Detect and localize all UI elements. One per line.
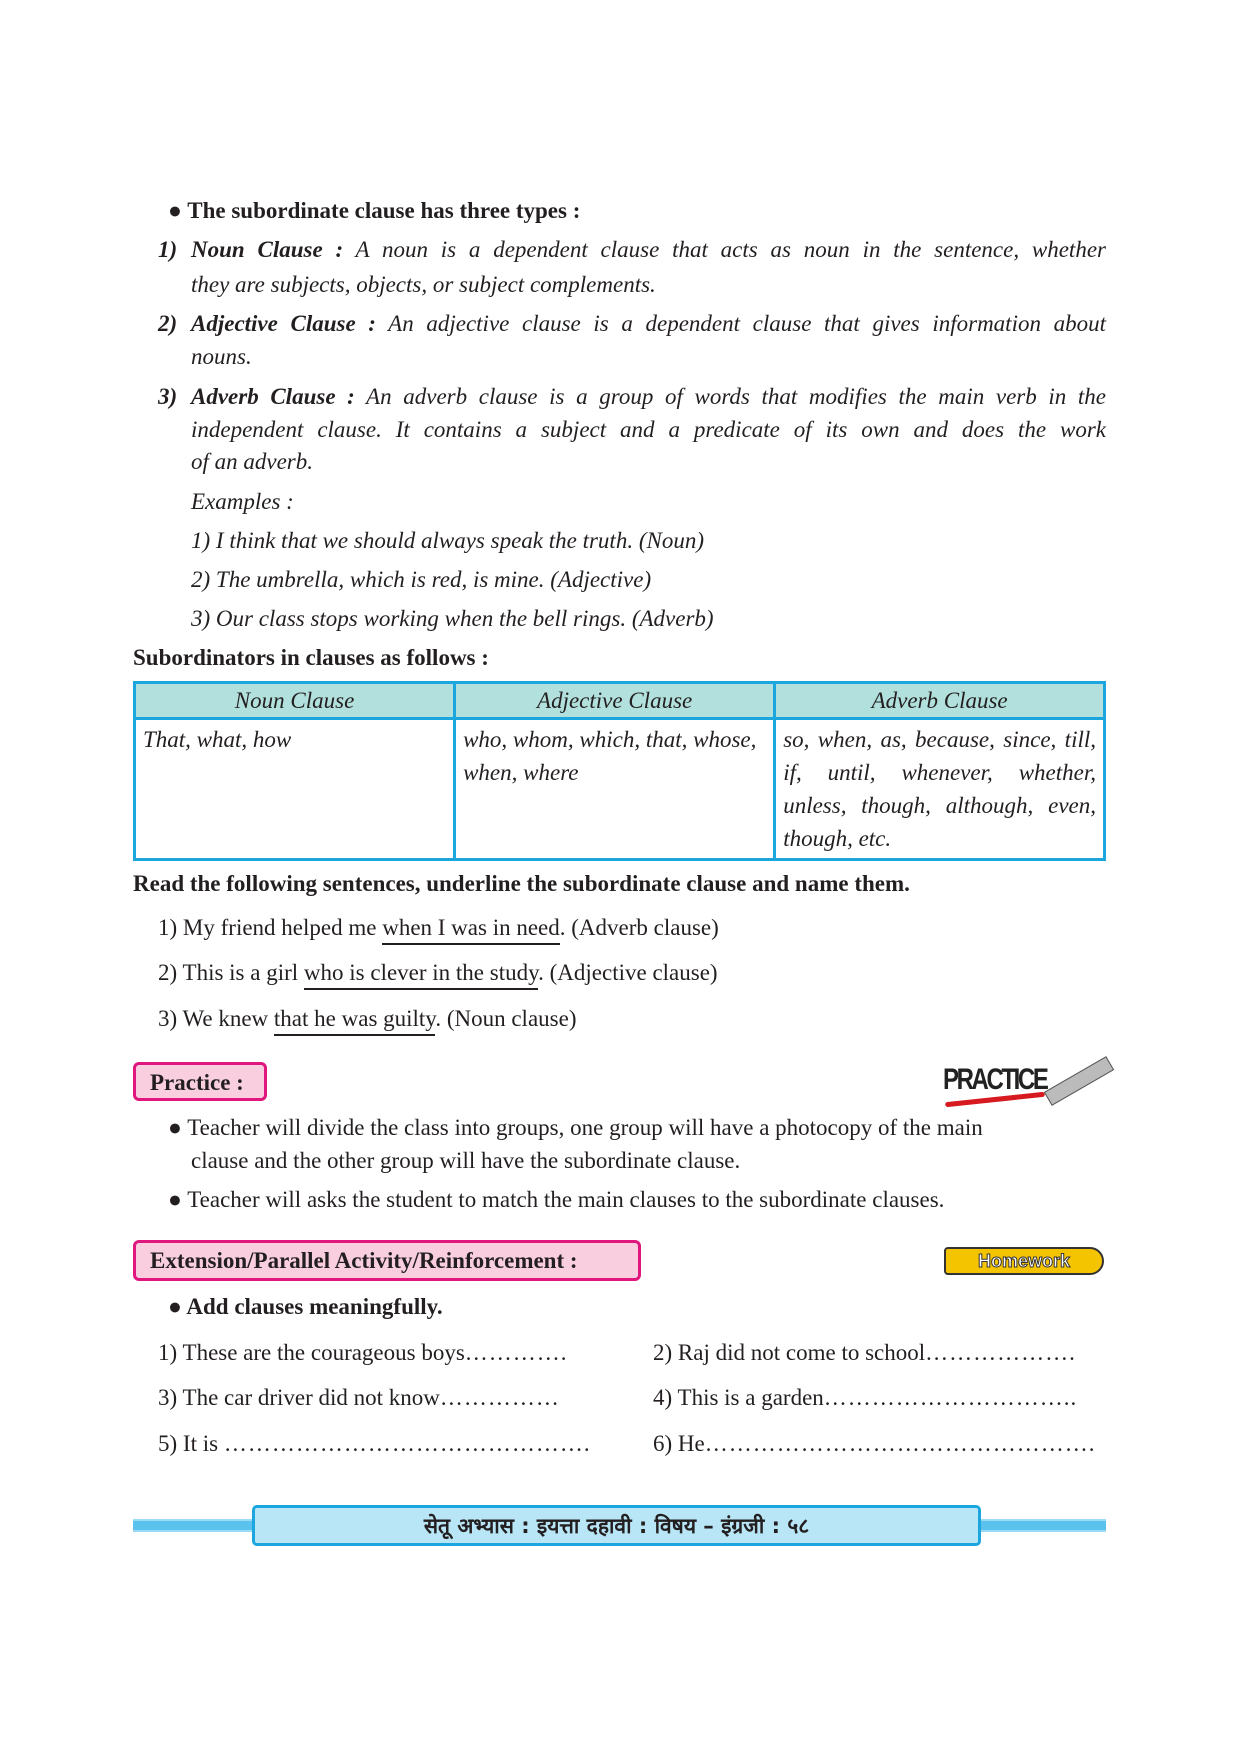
fill-item: 2) Raj did not come to school……………….	[653, 1340, 1076, 1365]
fill-item: 4) This is a garden…………………………..	[653, 1385, 1078, 1410]
adverb-clause-def-3: of an adverb.	[191, 449, 314, 474]
example-item: 1) I think that we should always speak the truth. (Noun)	[191, 528, 704, 553]
type-number: 2)	[158, 311, 178, 336]
practice-label: Practice :	[133, 1062, 267, 1101]
fill-item: 5) It is ……………………………………….	[158, 1431, 591, 1456]
example-item: 2) The umbrella, which is red, is mine. (Adjective)	[191, 567, 652, 592]
noun-clause-def: Noun Clause : A noun is a dependent clause that acts as noun in the sentence, whether	[191, 237, 1106, 262]
cell-noun: That, what, how	[135, 719, 455, 860]
noun-clause-def-2: they are subjects, objects, or subject complements.	[191, 272, 656, 297]
table-title: Subordinators in clauses as follows :	[133, 645, 489, 670]
exercise-item: 2) This is a girl who is clever in the study. (Adjective clause)	[158, 958, 718, 988]
type-number: 1)	[158, 237, 178, 262]
section-heading: ● The subordinate clause has three types :	[168, 198, 581, 223]
header-adjective: Adjective Clause	[455, 683, 775, 719]
practice-logo-icon: PRACTICE	[943, 1055, 1108, 1110]
fill-item: 6) He………………………………………….	[653, 1431, 1096, 1456]
practice-bullet: ● Teacher will divide the class into groups, one group will have a photocopy of the main	[168, 1115, 983, 1140]
practice-bullet-cont: clause and the other group will have the subordinate clause.	[191, 1148, 741, 1173]
exercise-item: 1) My friend helped me when I was in need. (Adverb clause)	[158, 913, 719, 943]
header-adverb: Adverb Clause	[775, 683, 1105, 719]
fill-item: 3) The car driver did not know……………	[158, 1385, 560, 1410]
adjective-clause-def: Adjective Clause : An adjective clause is a dependent clause that gives information about	[191, 311, 1106, 336]
extension-task: ● Add clauses meaningfully.	[168, 1294, 443, 1319]
homework-logo-icon: Homework	[944, 1247, 1104, 1275]
adjective-clause-def-2: nouns.	[191, 344, 252, 369]
examples-label: Examples :	[191, 489, 294, 514]
cell-adjective: who, whom, which, that, whose, when, where	[455, 719, 775, 860]
header-noun: Noun Clause	[135, 683, 455, 719]
fill-item: 1) These are the courageous boys………….	[158, 1340, 568, 1365]
type-number: 3)	[158, 384, 178, 409]
exercise-item: 3) We knew that he was guilty. (Noun clause)	[158, 1004, 576, 1034]
heading-text: The subordinate clause has three types :	[187, 198, 581, 223]
adverb-clause-def: Adverb Clause : An adverb clause is a group of words that modifies the main verb in the	[191, 384, 1106, 409]
practice-bullet: ● Teacher will asks the student to match the main clauses to the subordinate clauses.	[168, 1187, 945, 1212]
cell-adverb: so, when, as, because, since, till, if, until, whenever, whether, unless, though, although, even, though, etc.	[775, 719, 1105, 860]
footer-label: सेतू अभ्यास : इयत्ता दहावी : विषय – इंग्रजी : ५८	[252, 1505, 981, 1546]
subordinators-table	[133, 681, 1106, 861]
example-item: 3) Our class stops working when the bell rings. (Adverb)	[191, 606, 714, 631]
adverb-clause-def-2: independent clause. It contains a subject and a predicate of its own and does the work	[191, 417, 1106, 442]
exercise-instruction: Read the following sentences, underline the subordinate clause and name them.	[133, 871, 910, 896]
extension-label: Extension/Parallel Activity/Reinforcement :	[133, 1240, 641, 1281]
